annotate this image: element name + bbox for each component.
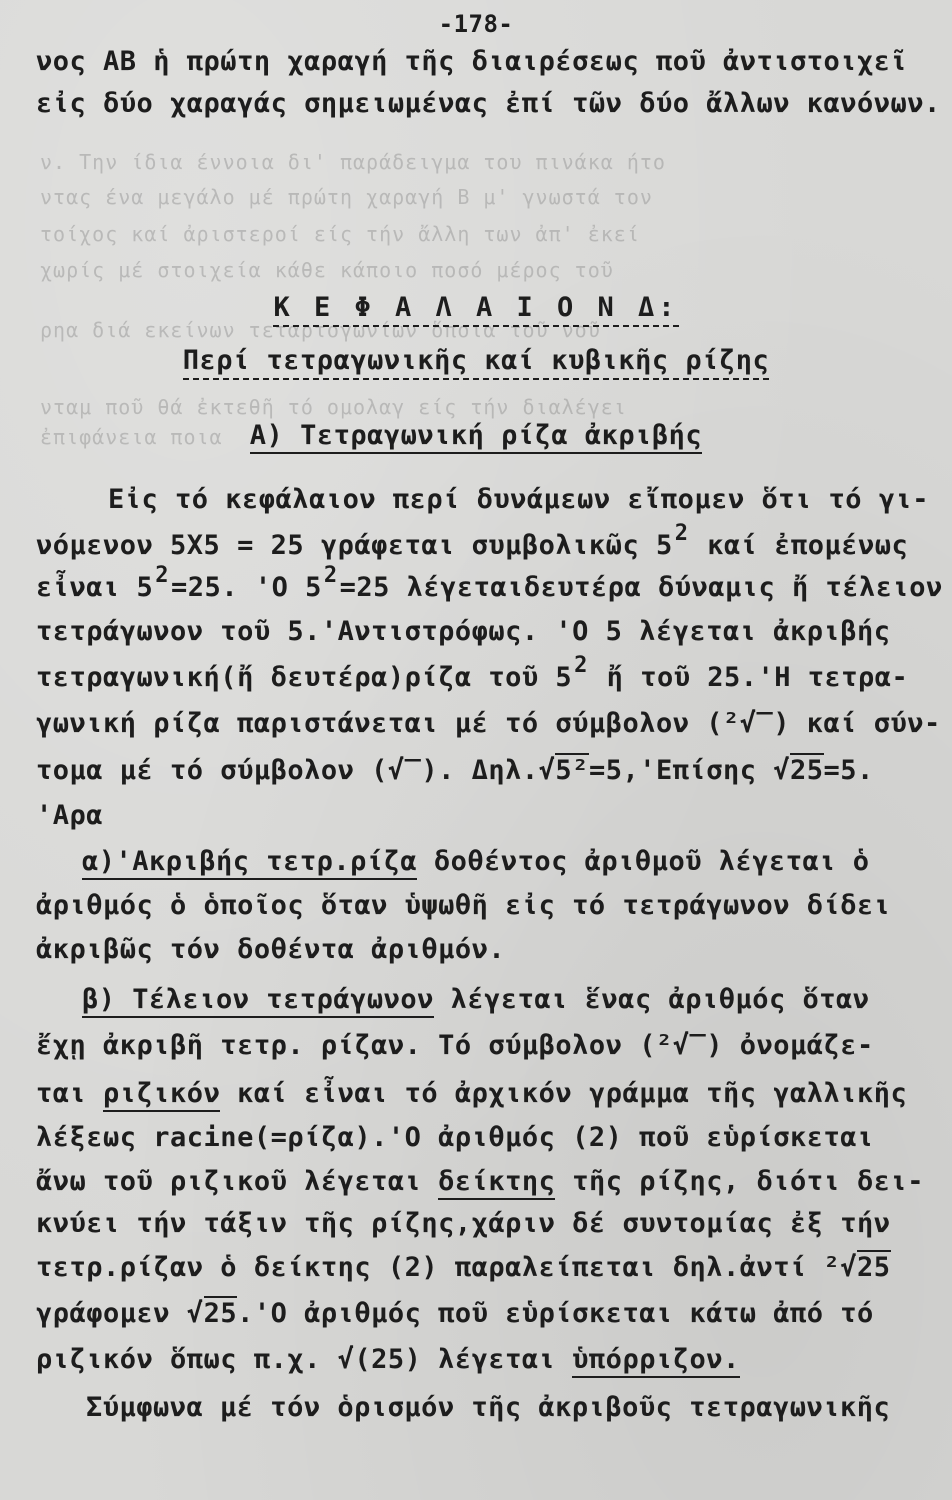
bleed-through-text: ντας ένα μεγάλο μέ πρώτη χαραγή Β μ' γνωστά τον <box>40 185 653 209</box>
bleed-through-text: ἐπιφάνεια ποια <box>40 425 223 449</box>
text-line: κνύει τήν τάξιν τῆς ρίζης,χάριν δέ συντομίας ἐξ τήν <box>36 1208 891 1239</box>
bleed-through-text: νταμ ποῦ θά ἐκτεθῆ τό ομολαγ είς τήν διαλέγει <box>40 395 627 419</box>
text-line: τετραγωνική(ἤ δευτέρα)ρίζα τοῦ $5^2$ ἤ τοῦ 25.'Η τετρα- <box>36 653 909 693</box>
text-line: γωνική ρίζα παριστάνεται μέ τό σύμβολον (²√‾) καί σύν- <box>36 708 941 739</box>
text-line: ἔχῃ ἀκριβῆ τετρ. ρίζαν. Τό σύμβολον (²√‾) ὀνομάζε- <box>36 1030 874 1061</box>
chapter-subtitle: Περί τετραγωνικῆς καί κυβικῆς ρίζης <box>0 345 952 377</box>
section-heading: Α) Τετραγωνική ρίζα ἀκριβής <box>0 420 952 452</box>
text-line: τετράγωνον τοῦ 5.'Αντιστρόφως. 'Ο 5 λέγεται ἀκριβής <box>36 616 891 647</box>
text-line: ται ριζικόν καί εἶναι τό ἀρχικόν γράμμα τῆς γαλλικῆς <box>36 1078 932 1110</box>
bleed-through-text: ν. Την ίδια έννοια δι' παράδειγμα του πινάκα ήτο <box>40 150 666 174</box>
text-line: τομα μέ τό σύμβολον (√‾). Δηλ.√5²=5,'Επίσης √25=5. <box>36 755 874 786</box>
text-line: Σύμφωνα μέ τόν ὁρισμόν τῆς ἀκριβοῦς τετραγωνικῆς <box>86 1392 891 1423</box>
text-line: εἰς δύο χαραγάς σημειωμένας ἐπί τῶν δύο ἄλλων κανόνων. <box>36 88 941 119</box>
text-line: γράφομεν √25.'Ο ἀριθμός ποῦ εὑρίσκεται κάτω ἀπό τό <box>36 1298 874 1329</box>
text-line: ριζικόν ὅπως π.χ. √(25) λέγεται ὑπόρριζον. <box>36 1344 932 1376</box>
text-line: ἀκριβῶς τόν δοθέντα ἀριθμόν. <box>36 934 506 965</box>
page-number: -178- <box>438 10 514 38</box>
bleed-through-text: χωρίς μέ στοιχεία κάθε κάποιο ποσό μέρος τοῦ <box>40 258 614 282</box>
text-line: νόμενον 5Χ5 = 25 γράφεται συμβολικῶς $5^2$ καί ἐπομένως <box>36 521 909 561</box>
text-line: εἶναι $5^2=25$. 'Ο $5^2=25$ λέγεταιδευτέρα δύναμις ἤ τέλειον <box>36 563 943 603</box>
bleed-through-text: ρηα διά εκείνων τεταρτογωνίων ὅποια τοῦ νοῦ <box>40 318 601 342</box>
definition-a: α)'Ακριβής τετρ.ρίζα δοθέντος ἀριθμοῦ λέγεται ὁ <box>82 846 932 878</box>
text-line: τετρ.ρίζαν ὁ δείκτης (2) παραλείπεται δηλ.ἀντί ²√25 <box>36 1252 891 1283</box>
text-line: 'Αρα <box>36 800 104 831</box>
text-line: λέξεως racine(=ρίζα).'Ο ἀριθμός (2) ποῦ εὑρίσκεται <box>36 1122 874 1153</box>
text-line: ἀριθμός ὁ ὁποῖος ὅταν ὑψωθῆ εἰς τό τετράγωνον δίδει <box>36 890 891 921</box>
text-line: ἄνω τοῦ ριζικοῦ λέγεται δείκτης τῆς ρίζης, διότι δει- <box>36 1166 932 1198</box>
text-line: Εἰς τό κεφάλαιον περί δυνάμεων εἴπομεν ὅτι τό γι- <box>108 484 930 515</box>
bleed-through-text: τοίχος καί ἀριστεροί είς τήν ἄλλη των ἀπ' ἐκεί <box>40 222 640 246</box>
definition-b: β) Τέλειον τετράγωνον λέγεται ἕνας ἀριθμός ὅταν <box>82 984 932 1016</box>
text-line: νος ΑΒ ἡ πρώτη χαραγή τῆς διαιρέσεως ποῦ ἀντιστοιχεῖ <box>36 46 908 77</box>
chapter-heading: Κ Ε Φ Α Λ Α Ι Ο Ν Δ: <box>0 292 952 324</box>
